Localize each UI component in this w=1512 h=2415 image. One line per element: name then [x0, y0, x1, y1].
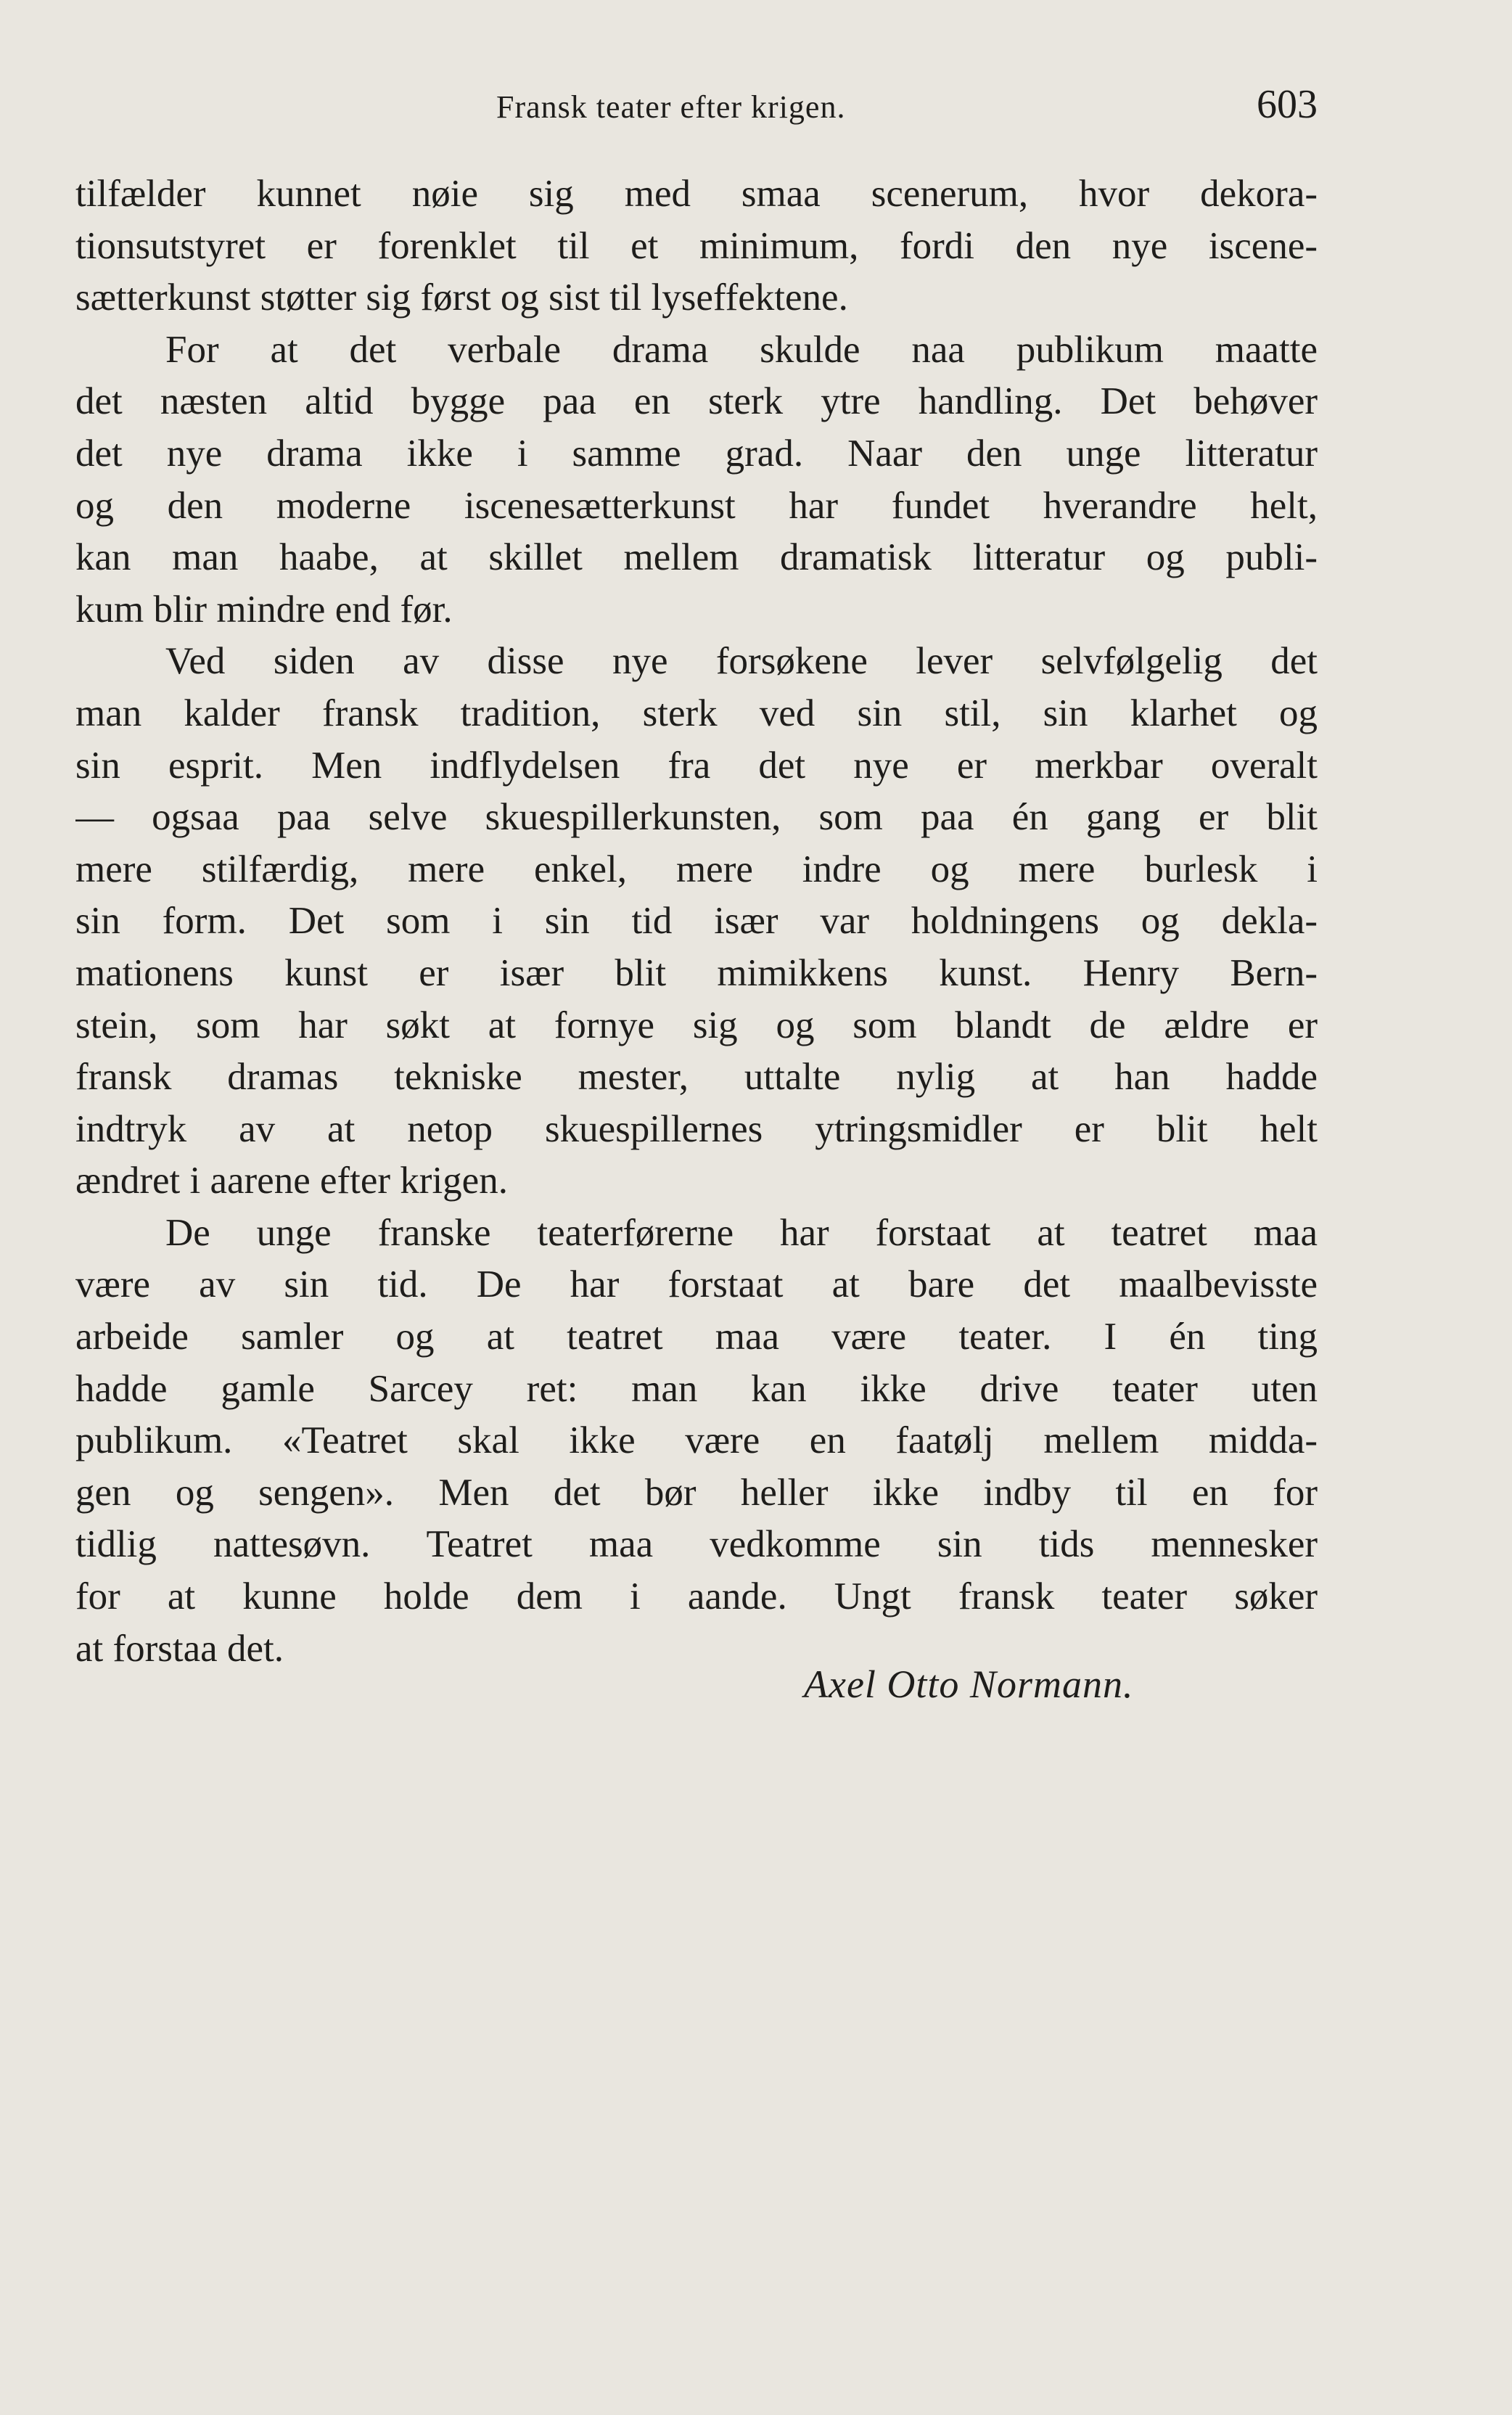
paragraph-start: De unge franske teaterførerne har forstaat at teatret maa — [165, 1211, 1318, 1254]
page-header — [75, 81, 1318, 139]
text-line: tilfælder kunnet nøie sig med smaa scenerum, hvor dekora- — [75, 173, 1318, 215]
text-line: det nye drama ikke i samme grad. Naar den unge litteratur — [75, 432, 1318, 475]
text-line: sin form. Det som i sin tid især var holdningens og dekla- — [75, 900, 1318, 943]
page-number: 603 — [1257, 82, 1318, 127]
text-line: tionsutstyret er forenklet til et minimum, fordi den nye iscene- — [75, 224, 1318, 267]
paragraph-start: Ved siden av disse nye forsøkene lever selvfølgelig det — [165, 640, 1318, 683]
text-line: stein, som har søkt at fornye sig og som blandt de ældre er — [75, 1004, 1318, 1046]
text-line: det næsten altid bygge paa en sterk ytre handling. Det behøver — [75, 380, 1318, 423]
text-line: og den moderne iscenesætterkunst har fundet hverandre helt, — [75, 484, 1318, 527]
text-line: at forstaa det. — [75, 1627, 284, 1670]
text-line: man kalder fransk tradition, sterk ved sin stil, sin klarhet og — [75, 692, 1318, 734]
paragraph-start: For at det verbale drama skulde naa publikum maatte — [165, 328, 1318, 371]
text-line: mere stilfærdig, mere enkel, mere indre og mere burlesk i — [75, 848, 1318, 890]
text-line: kan man haabe, at skillet mellem dramatisk litteratur og publi- — [75, 536, 1318, 579]
text-line: sætterkunst støtter sig først og sist til lyseffektene. — [75, 276, 848, 319]
text-line: hadde gamle Sarcey ret: man kan ikke drive teater uten — [75, 1367, 1318, 1410]
text-line: tidlig nattesøvn. Teatret maa vedkomme sin tids mennesker — [75, 1523, 1318, 1566]
text-line: — ogsaa paa selve skuespillerkunsten, som paa én gang er blit — [75, 796, 1318, 839]
text-line: indtryk av at netop skuespillernes ytringsmidler er blit helt — [75, 1107, 1318, 1150]
text-line: fransk dramas tekniske mester, uttalte nylig at han hadde — [75, 1056, 1318, 1099]
text-line: gen og sengen». Men det bør heller ikke indby til en for — [75, 1471, 1318, 1514]
text-line: ændret i aarene efter krigen. — [75, 1160, 508, 1202]
text-line: mationens kunst er især blit mimikkens kunst. Henry Bern- — [75, 951, 1318, 994]
author-signature: Axel Otto Normann. — [804, 1662, 1134, 1706]
text-line: for at kunne holde dem i aande. Ungt fransk teater søker — [75, 1575, 1318, 1618]
running-title: Fransk teater efter krigen. — [496, 89, 846, 125]
text-line: kum blir mindre end før. — [75, 588, 453, 631]
text-line: publikum. «Teatret skal ikke være en faatølj mellem midda- — [75, 1419, 1318, 1462]
text-line: arbeide samler og at teatret maa være teater. I én ting — [75, 1316, 1318, 1358]
text-line: sin esprit. Men indflydelsen fra det nye er merkbar overalt — [75, 744, 1318, 787]
body-text — [75, 168, 1318, 1675]
text-line: være av sin tid. De har forstaat at bare det maalbevisste — [75, 1263, 1318, 1306]
